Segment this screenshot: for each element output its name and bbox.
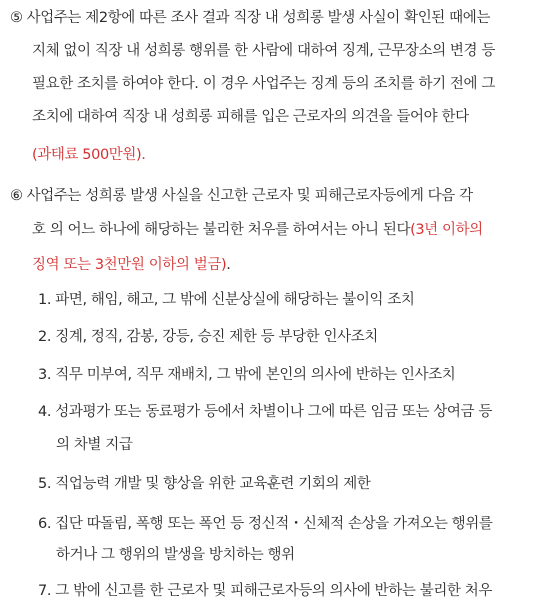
list-item-6-continuation: 하거나 그 행위의 발생을 방치하는 행위 <box>56 547 295 563</box>
clause-6-text-2: 호 의 어느 하나에 해당하는 불리한 처우를 하여서는 아니 된다 <box>32 222 411 238</box>
list-item-text: 파면, 해임, 해고, 그 밖에 신분상실에 해당하는 불이익 조치 <box>55 292 415 308</box>
clause-6-penalty-part-1: (3년 이하의 <box>410 222 483 238</box>
list-item-text: 직업능력 개발 및 향상을 위한 교육훈련 기회의 제한 <box>55 476 371 492</box>
list-item-number: 3. <box>38 367 52 383</box>
list-item-4 <box>38 402 492 422</box>
clause-5-line-2: 지체 없이 직장 내 성희롱 행위를 한 사람에 대하여 징계, 근무장소의 변경 등 <box>32 43 495 59</box>
list-item-4-continuation: 의 차별 지급 <box>56 437 133 453</box>
list-item-text: 그 밖에 신고를 한 근로자 및 피해근로자등의 의사에 반하는 불리한 처우 <box>55 583 492 599</box>
clause-5-line-3: 필요한 조치를 하여야 한다. 이 경우 사업주는 징계 등의 조치를 하기 전에 그 <box>32 76 495 92</box>
clause-5-text-1: 사업주는 제2항에 따른 조사 결과 직장 내 성희롱 발생 사실이 확인된 때에는 <box>26 10 490 26</box>
list-item-6 <box>38 514 492 534</box>
list-item-number: 2. <box>38 329 52 345</box>
list-item-text: 집단 따돌림, 폭행 또는 폭언 등 정신적・신체적 손상을 가져오는 행위를 <box>55 516 493 532</box>
clause-6-line-3 <box>32 255 230 275</box>
list-item-number: 7. <box>38 583 52 599</box>
list-item-1 <box>38 290 415 310</box>
clause-6-line-2 <box>32 220 483 240</box>
clause-6-marker: ⑥ <box>10 188 23 204</box>
list-item-3 <box>38 365 455 385</box>
list-item-text: 성과평가 또는 동료평가 등에서 차별이나 그에 따른 임금 또는 상여금 등 <box>55 404 492 420</box>
list-item-7 <box>38 581 492 601</box>
list-item-text: 징계, 정직, 감봉, 강등, 승진 제한 등 부당한 인사조치 <box>55 329 378 345</box>
list-item-number: 1. <box>38 292 52 308</box>
list-item-number: 5. <box>38 476 52 492</box>
list-item-text: 직무 미부여, 직무 재배치, 그 밖에 본인의 의사에 반하는 인사조치 <box>55 367 456 383</box>
clause-6-period: . <box>226 257 231 273</box>
clause-6-text-1: 사업주는 성희롱 발생 사실을 신고한 근로자 및 피해근로자등에게 다음 각 <box>26 188 473 204</box>
list-item-5 <box>38 474 370 494</box>
list-item-2 <box>38 327 378 347</box>
list-item-number: 4. <box>38 404 52 420</box>
clause-6-penalty-part-2: 징역 또는 3천만원 이하의 벌금) <box>32 257 227 273</box>
clause-5-penalty: (과태료 500만원). <box>32 147 146 163</box>
clause-5-line-4: 조치에 대하여 직장 내 성희롱 피해를 입은 근로자의 의견을 들어야 한다 <box>32 109 469 125</box>
clause-5-line-1 <box>10 8 490 28</box>
clause-6-line-1 <box>10 186 473 206</box>
list-item-number: 6. <box>38 516 52 532</box>
clause-5-marker: ⑤ <box>10 10 23 26</box>
